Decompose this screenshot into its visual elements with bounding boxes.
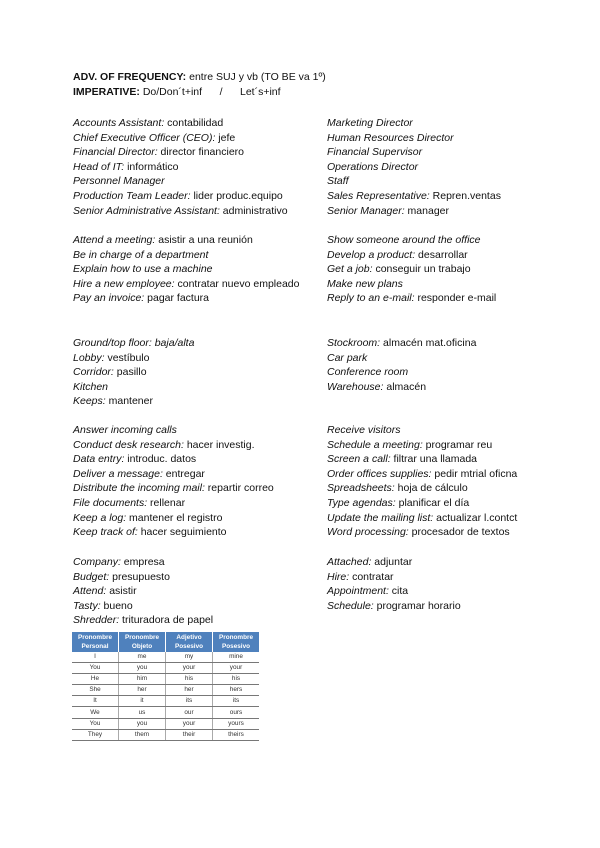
vocab-entry [73, 599, 333, 614]
vocab-entry [73, 233, 333, 248]
vocab-entry [327, 204, 587, 219]
pronoun-row [72, 729, 259, 740]
vocab-meaning: pagar factura [144, 292, 210, 305]
vocab-term: Update the mailing list: [327, 511, 434, 524]
vocab-group-2-left [73, 233, 333, 306]
vocab-term: Lobby: [73, 351, 105, 364]
vocab-term: File documents: [73, 496, 148, 509]
pronoun-column-header [166, 632, 213, 652]
vocab-term: Data entry: [73, 453, 125, 466]
pronoun-row [72, 718, 259, 729]
vocab-meaning: empresa [120, 556, 165, 568]
pronoun-cell: her [119, 685, 166, 696]
pronoun-row [72, 696, 259, 707]
vocab-group-5-right [327, 555, 587, 613]
vocab-meaning: desarrollar [415, 248, 468, 261]
vocab-meaning: asistir a una reunión [155, 234, 253, 246]
vocab-meaning: contabilidad [164, 117, 224, 129]
vocab-meaning: almacén [383, 380, 427, 393]
vocab-entry [73, 189, 333, 204]
pronoun-row [72, 707, 259, 718]
pronoun-row [72, 674, 259, 685]
vocab-term: Staff [327, 175, 349, 188]
vocab-group-5-left [73, 555, 333, 628]
pronoun-header-text: Pronombre [218, 634, 254, 641]
pronoun-column-header [213, 632, 260, 652]
pronoun-cell: my [166, 652, 213, 663]
pronoun-header-text: Posesivo [174, 643, 204, 650]
vocab-meaning: lider produc.equipo [190, 189, 283, 202]
vocab-term: Schedule a meeting: [327, 438, 423, 451]
pronoun-header-text: Posesivo [221, 643, 251, 650]
pronoun-cell: I [72, 652, 119, 663]
pronoun-table-header [72, 632, 259, 652]
pronoun-cell: It [72, 696, 119, 707]
vocab-entry [73, 584, 333, 599]
vocab-entry [73, 467, 333, 482]
vocab-term: Attend a meeting: [73, 234, 156, 246]
vocab-entry [327, 116, 587, 131]
pronoun-cell: You [72, 663, 119, 674]
pronoun-cell: its [166, 696, 213, 707]
vocab-entry [73, 496, 333, 511]
vocab-entry [327, 174, 587, 189]
vocab-entry [73, 613, 333, 628]
vocab-entry [327, 467, 587, 482]
vocab-term: Financial Supervisor [327, 146, 423, 159]
vocab-group-4-left [73, 423, 333, 540]
vocab-entry [73, 291, 333, 306]
vocab-entry [73, 204, 333, 219]
vocab-term: Corridor: [73, 366, 114, 379]
vocab-entry [327, 233, 587, 248]
vocab-entry [73, 570, 333, 585]
pronoun-cell: their [166, 729, 213, 740]
vocab-entry [73, 116, 333, 131]
pronoun-cell: mine [213, 652, 260, 663]
vocab-entry [327, 291, 587, 306]
vocab-term: Sales Representative: [327, 189, 430, 202]
vocab-entry [327, 496, 587, 511]
vocab-meaning: cita [388, 585, 409, 598]
vocab-entry [73, 145, 333, 160]
vocab-entry [73, 248, 333, 263]
vocab-term: Warehouse: [327, 380, 384, 393]
vocab-term: Schedule: [327, 599, 374, 612]
vocab-meaning: rellenar [147, 496, 186, 509]
vocab-term: Receive visitors [327, 424, 401, 436]
vocab-meaning: presupuesto [109, 570, 170, 583]
vocab-entry [327, 423, 587, 438]
vocab-entry [73, 511, 333, 526]
pronoun-cell: me [119, 652, 166, 663]
vocab-meaning: Repren.ventas [429, 189, 501, 202]
adverbs-of-frequency-note [73, 71, 326, 83]
vocab-meaning: programar reu [422, 438, 493, 451]
vocab-term: Order offices supplies: [327, 467, 432, 480]
vocab-meaning: almacén mat.oficina [380, 337, 477, 349]
vocab-entry [327, 584, 587, 599]
vocab-meaning: hacer seguimiento [137, 526, 227, 539]
vocab-term: Production Team Leader: [73, 189, 191, 202]
vocab-entry [327, 262, 587, 277]
pronoun-table [72, 632, 259, 741]
vocab-entry [73, 351, 333, 366]
vocab-entry [327, 160, 587, 175]
pronoun-cell: its [213, 696, 260, 707]
vocab-meaning: programar horario [373, 599, 461, 612]
vocab-entry [73, 423, 333, 438]
vocab-entry [327, 277, 587, 292]
vocab-entry [327, 511, 587, 526]
vocab-term: Hire: [327, 570, 350, 583]
pronoun-cell: We [72, 707, 119, 718]
vocab-term: Screen a call: [327, 453, 391, 466]
vocab-meaning: responder e-mail [414, 292, 497, 305]
vocab-meaning: mantener [105, 395, 153, 408]
pronoun-cell: our [166, 707, 213, 718]
pronoun-cell: You [72, 718, 119, 729]
vocab-meaning: repartir correo [204, 482, 274, 495]
pronoun-cell: They [72, 729, 119, 740]
pronoun-cell: theirs [213, 729, 260, 740]
vocab-entry [327, 481, 587, 496]
vocab-term: Head of IT: [73, 160, 125, 173]
vocab-meaning: planificar el día [395, 496, 470, 509]
pronoun-header-text: Adjetivo [176, 634, 202, 641]
vocab-meaning: pasillo [113, 366, 147, 379]
vocab-meaning: bueno [100, 599, 133, 612]
vocab-term: Marketing Director [327, 117, 413, 129]
vocab-meaning: adjuntar [371, 556, 413, 568]
vocab-entry [327, 131, 587, 146]
pronoun-cell: your [166, 718, 213, 729]
vocab-term: Senior Manager: [327, 204, 405, 217]
vocab-term: Company: [73, 556, 121, 568]
vocab-entry [73, 336, 333, 351]
pronoun-cell: us [119, 707, 166, 718]
vocab-entry [327, 555, 587, 570]
vocab-meaning: contratar nuevo empleado [174, 277, 300, 290]
pronoun-cell: yours [213, 718, 260, 729]
vocab-meaning: director financiero [157, 146, 244, 159]
pronoun-table-body [72, 652, 259, 740]
vocab-entry [327, 599, 587, 614]
vocab-entry [73, 394, 333, 409]
vocab-term: Explain how to use a machine [73, 263, 213, 276]
pronoun-cell: your [166, 663, 213, 674]
vocab-entry [327, 336, 587, 351]
vocab-term: Stockroom: [327, 337, 381, 349]
vocab-group-1-right [327, 116, 587, 218]
vocab-term: Pay an invoice: [73, 292, 145, 305]
pronoun-header-text: Pronombre [77, 634, 113, 641]
vocab-group-3-left [73, 336, 333, 409]
vocab-meaning: contratar [349, 570, 394, 583]
pronoun-header-text: Personal [81, 643, 109, 650]
pronoun-cell: it [119, 696, 166, 707]
vocab-meaning: pedir mtrial oficna [431, 467, 518, 480]
vocab-term: Conduct desk research: [73, 438, 184, 451]
vocab-term: Car park [327, 351, 368, 364]
vocab-group-2-right [327, 233, 587, 306]
vocab-entry [73, 438, 333, 453]
vocab-entry [327, 365, 587, 380]
pronoun-cell: him [119, 674, 166, 685]
pronoun-column-header [72, 632, 119, 652]
pronoun-row [72, 685, 259, 696]
vocab-entry [73, 131, 333, 146]
vocab-meaning: mantener el registro [126, 511, 223, 524]
vocab-term: Attend: [73, 585, 107, 598]
pronoun-cell: her [166, 685, 213, 696]
vocab-term: Ground/top floor: baja/alta [73, 337, 195, 349]
vocab-term: Operations Director [327, 160, 419, 173]
vocab-term: Spreadsheets: [327, 482, 395, 495]
vocab-term: Be in charge of a department [73, 248, 209, 261]
pronoun-header-text: Objeto [131, 643, 153, 650]
vocab-term: Show someone around the office [327, 234, 481, 246]
vocab-entry [327, 570, 587, 585]
vocab-term: Attached: [327, 556, 372, 568]
vocab-term: Type agendas: [327, 496, 396, 509]
vocab-term: Reply to an e-mail: [327, 292, 415, 305]
imperative-note [73, 86, 281, 98]
pronoun-cell: She [72, 685, 119, 696]
pronoun-cell: ours [213, 707, 260, 718]
vocab-term: Shredder: [73, 614, 120, 627]
vocab-entry [327, 380, 587, 395]
vocab-term: Deliver a message: [73, 467, 163, 480]
vocab-entry [73, 262, 333, 277]
vocab-term: Distribute the incoming mail: [73, 482, 205, 495]
pronoun-cell: them [119, 729, 166, 740]
header-label: IMPERATIVE: [73, 86, 140, 98]
vocab-term: Appointment: [327, 585, 389, 598]
vocab-term: Conference room [327, 366, 409, 379]
pronoun-cell: you [119, 718, 166, 729]
vocab-term: Chief Executive Officer (CEO): [73, 131, 216, 144]
vocab-entry [327, 248, 587, 263]
vocab-meaning: asistir [106, 585, 137, 598]
header-text: Do/Don´t+inf / Let´s+inf [139, 86, 281, 98]
vocab-entry [73, 380, 333, 395]
pronoun-header-text: Pronombre [124, 634, 160, 641]
vocab-term: Answer incoming calls [73, 424, 177, 436]
vocab-meaning: hoja de cálculo [394, 482, 468, 495]
vocab-term: Make new plans [327, 277, 403, 290]
vocab-meaning: conseguir un trabajo [372, 263, 471, 276]
vocab-entry [73, 481, 333, 496]
vocab-term: Human Resources Director [327, 131, 454, 144]
vocab-term: Hire a new employee: [73, 277, 175, 290]
vocab-term: Budget: [73, 570, 110, 583]
pronoun-cell: hers [213, 685, 260, 696]
vocab-entry [73, 174, 333, 189]
vocab-entry [73, 555, 333, 570]
vocab-term: Kitchen [73, 380, 109, 393]
vocab-meaning: actualizar l.contct [433, 511, 518, 524]
vocab-entry [327, 525, 587, 540]
vocab-group-4-right [327, 423, 587, 540]
vocab-term: Develop a product: [327, 248, 416, 261]
vocab-meaning: administrativo [219, 204, 288, 217]
vocab-term: Word processing: [327, 526, 409, 539]
vocab-entry [327, 189, 587, 204]
pronoun-cell: his [213, 674, 260, 685]
vocab-entry [327, 438, 587, 453]
vocab-entry [73, 525, 333, 540]
vocab-term: Keeps: [73, 395, 106, 408]
vocab-term: Financial Director: [73, 146, 158, 159]
vocab-term: Keep track of: [73, 526, 138, 539]
vocab-group-3-right [327, 336, 587, 394]
pronoun-row [72, 663, 259, 674]
vocab-meaning: vestíbulo [104, 351, 150, 364]
pronoun-cell: your [213, 663, 260, 674]
vocab-meaning: entregar [162, 467, 205, 480]
header-label: ADV. OF FREQUENCY: [73, 71, 187, 83]
vocab-meaning: introduc. datos [124, 453, 197, 466]
pronoun-cell: He [72, 674, 119, 685]
vocab-term: Accounts Assistant: [73, 117, 165, 129]
vocab-group-1-left [73, 116, 333, 218]
vocab-meaning: manager [404, 204, 449, 217]
header-text: entre SUJ y vb (TO BE va 1º) [186, 71, 326, 83]
vocab-meaning: procesador de textos [408, 526, 510, 539]
vocab-entry [73, 365, 333, 380]
vocab-term: Senior Administrative Assistant: [73, 204, 220, 217]
pronoun-row [72, 652, 259, 663]
vocab-meaning: hacer investig. [183, 438, 255, 451]
vocab-term: Tasty: [73, 599, 101, 612]
pronoun-cell: his [166, 674, 213, 685]
pronoun-column-header [119, 632, 166, 652]
vocab-term: Personnel Manager [73, 175, 165, 188]
vocab-entry [73, 277, 333, 292]
vocab-term: Keep a log: [73, 511, 127, 524]
vocab-entry [73, 160, 333, 175]
vocab-meaning: jefe [215, 131, 236, 144]
vocab-meaning: informático [124, 160, 179, 173]
vocab-term: Get a job: [327, 263, 373, 276]
vocab-entry [327, 351, 587, 366]
vocab-entry [73, 452, 333, 467]
vocab-entry [327, 145, 587, 160]
vocab-entry [327, 452, 587, 467]
vocab-meaning: filtrar una llamada [390, 453, 477, 466]
vocab-meaning: trituradora de papel [119, 614, 214, 627]
pronoun-cell: you [119, 663, 166, 674]
